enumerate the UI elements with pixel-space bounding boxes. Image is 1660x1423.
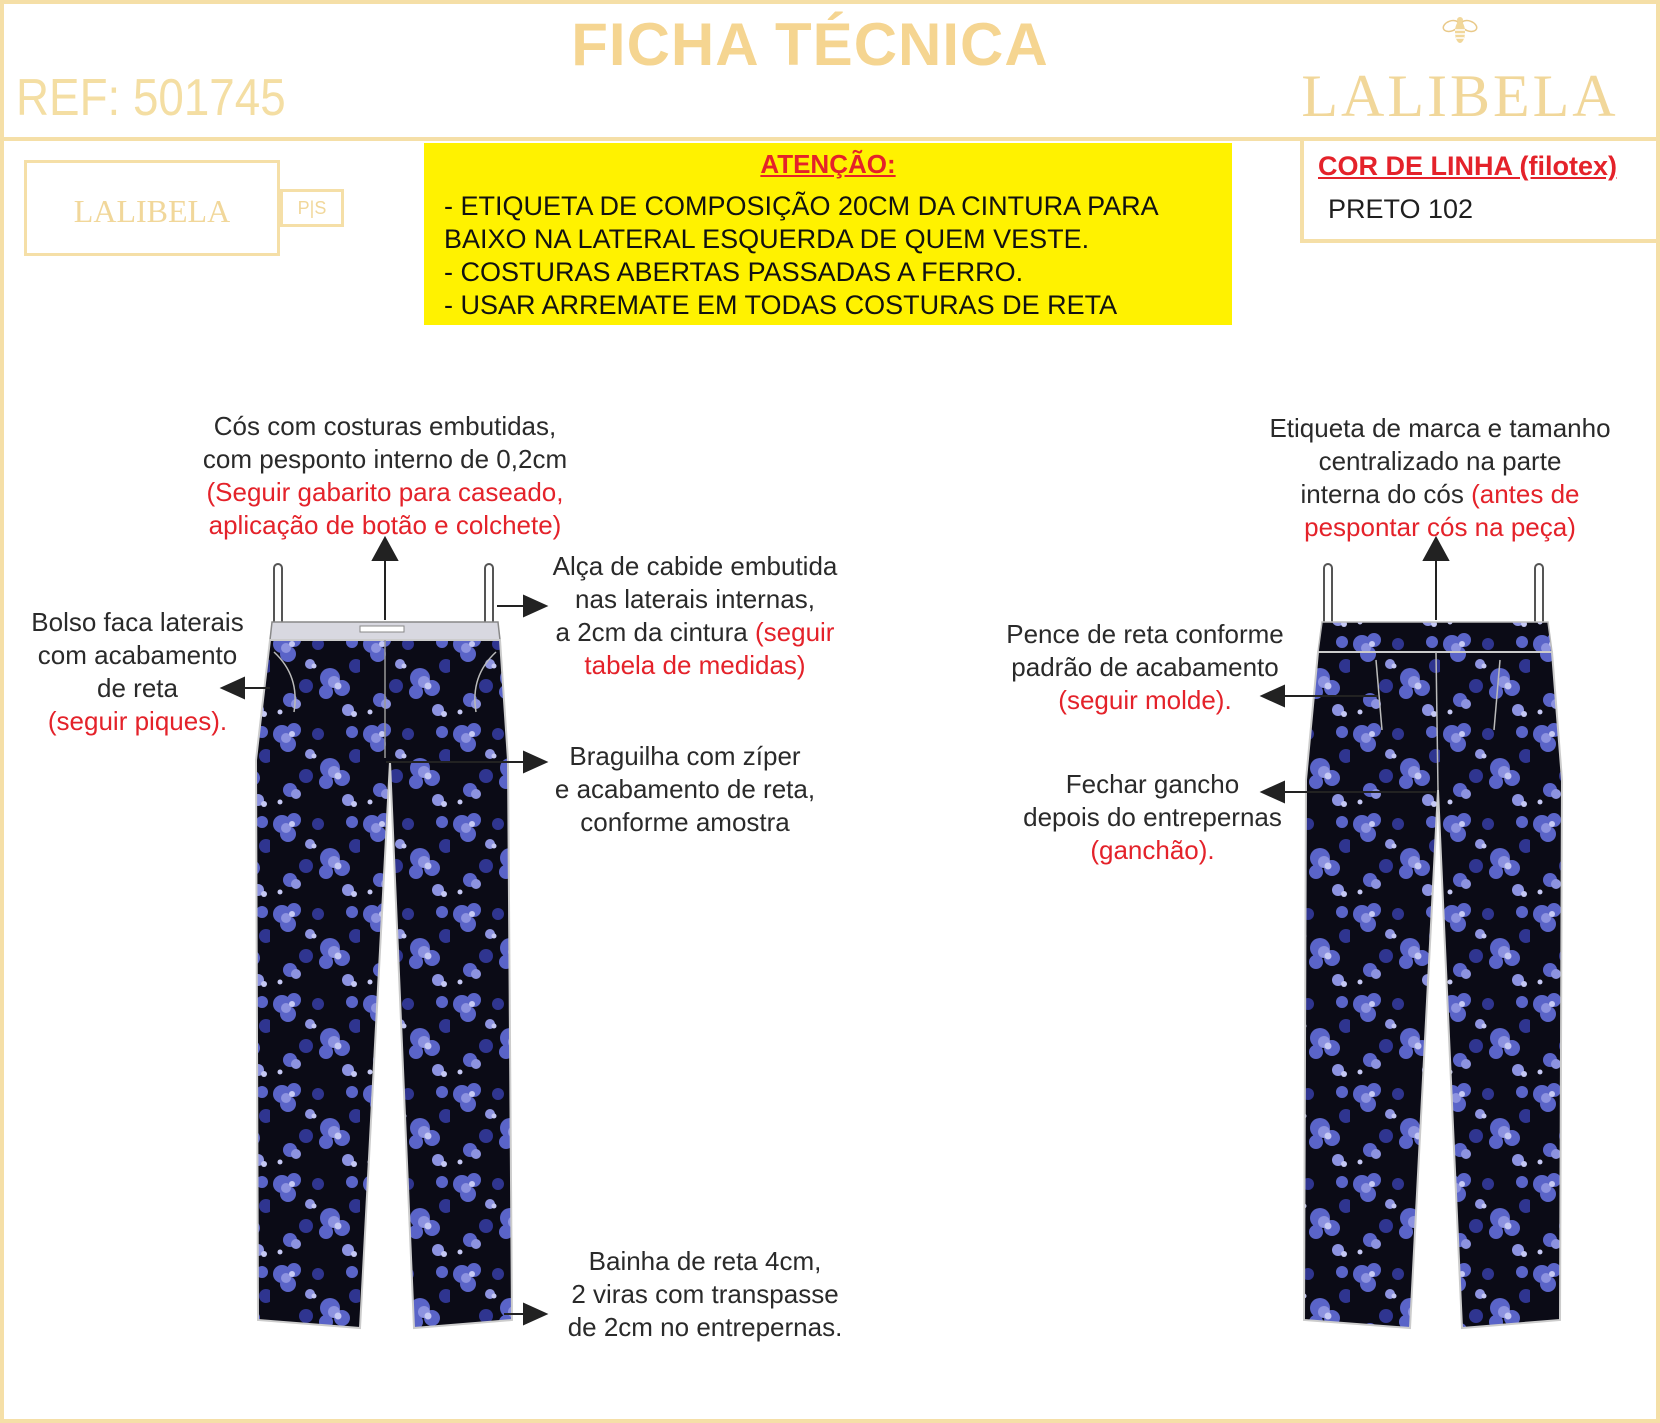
brand-name: LALIBELA	[1301, 63, 1619, 129]
note-line: Braguilha com zíper	[569, 741, 801, 771]
thread-color-title: COR DE LINHA (filotex)	[1318, 151, 1617, 181]
note-red-line: (ganchão).	[1090, 835, 1215, 865]
note-hem	[540, 1245, 870, 1344]
note-brand-label	[1235, 412, 1645, 544]
note-line: depois do entrepernas	[1023, 802, 1282, 832]
note-line: 2 viras com transpasse	[571, 1279, 839, 1309]
note-line: padrão de acabamento	[1011, 652, 1279, 682]
back-pants-body	[1304, 652, 1562, 1328]
note-red-line: pespontar cós na peça)	[1304, 512, 1576, 542]
page-title: FICHA TÉCNICA	[571, 11, 1049, 78]
attention-line: - USAR ARREMATE EM TODAS COSTURAS DE RETA	[444, 290, 1118, 320]
note-red-line: aplicação de botão e colchete)	[208, 510, 562, 540]
size-tag: P|S	[280, 189, 344, 227]
note-line: nas laterais internas,	[575, 584, 815, 614]
note-line: interna do cós	[1300, 479, 1464, 509]
note-line: de reta	[97, 673, 178, 703]
front-pants	[256, 564, 512, 1328]
note-pocket	[10, 606, 265, 738]
attention-line: BAIXO NA LATERAL ESQUERDA DE QUEM VESTE.	[444, 224, 1090, 254]
note-dart	[985, 618, 1305, 717]
note-line: Bainha de reta 4cm,	[588, 1246, 822, 1276]
note-line: e acabamento de reta,	[554, 774, 816, 804]
thread-color-value: PRETO 102	[1328, 194, 1474, 224]
note-red-line: tabela de medidas)	[584, 650, 806, 680]
waistband-label	[360, 626, 404, 632]
reference-number: REF: 501745	[16, 69, 286, 127]
note-red-line: (Seguir gabarito para caseado,	[206, 477, 564, 507]
note-line: Etiqueta de marca e tamanho	[1269, 413, 1611, 443]
note-line: Cós com costuras embutidas,	[213, 411, 557, 441]
front-pants-body	[256, 640, 512, 1328]
hanger-loop-left	[274, 564, 282, 630]
note-crotch	[1000, 768, 1305, 867]
note-line: a 2cm da cintura	[555, 617, 748, 647]
note-line: de 2cm no entrepernas.	[567, 1312, 843, 1342]
note-hanger-loop	[520, 550, 870, 682]
back-hanger-loop-right	[1535, 564, 1543, 630]
attention-line: - COSTURAS ABERTAS PASSADAS A FERRO.	[444, 257, 1024, 287]
attention-line: - ETIQUETA DE COMPOSIÇÃO 20CM DA CINTURA PARA	[444, 191, 1159, 221]
note-line: com pesponto interno de 0,2cm	[202, 444, 568, 474]
note-red-inline: (antes de	[1471, 479, 1580, 509]
back-waistband	[1318, 622, 1552, 652]
note-red-line: (seguir molde).	[1058, 685, 1232, 715]
note-red-line: (seguir piques).	[47, 706, 228, 736]
label-tag-brand: LALIBELA	[73, 193, 231, 229]
hanger-loop-right	[485, 564, 493, 630]
note-line: Fechar gancho	[1065, 769, 1240, 799]
back-hanger-loop-left	[1324, 564, 1332, 630]
note-line: centralizado na parte	[1318, 446, 1562, 476]
note-waistband	[170, 410, 600, 542]
note-line: Pence de reta conforme	[1006, 619, 1284, 649]
note-fly	[535, 740, 835, 839]
note-line: Bolso faca laterais	[31, 607, 244, 637]
back-pants	[1304, 564, 1562, 1328]
note-red-inline: (seguir	[754, 617, 835, 647]
note-line: conforme amostra	[580, 807, 790, 837]
attention-title: ATENÇÃO:	[760, 149, 896, 179]
note-line: com acabamento	[37, 640, 238, 670]
note-line: Alça de cabide embutida	[552, 551, 838, 581]
